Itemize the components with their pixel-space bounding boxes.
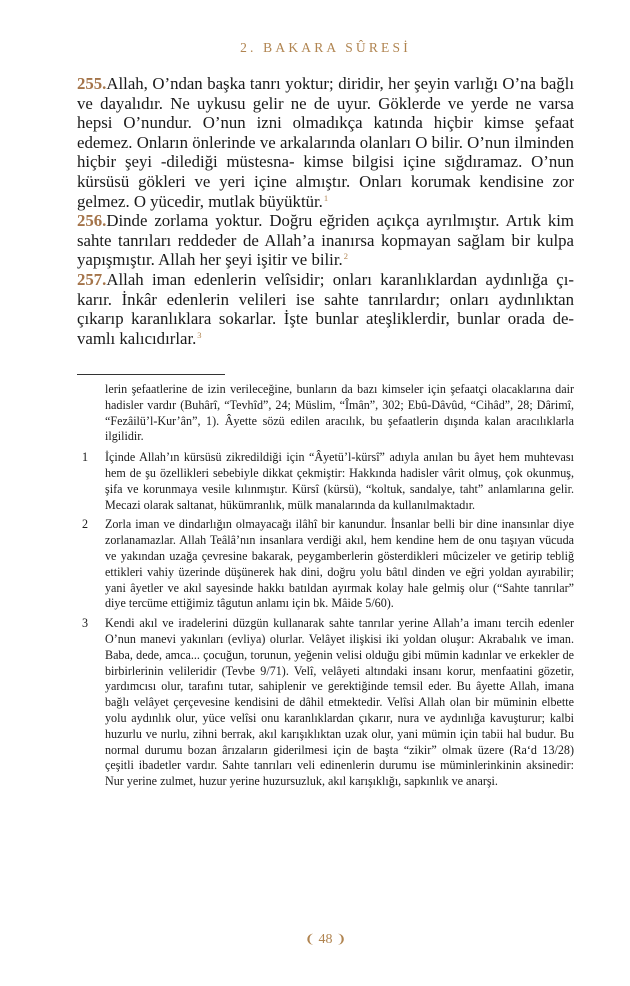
footnote-2 (77, 517, 574, 612)
footnote-ref[interactable]: 2 (343, 251, 348, 262)
verse-text: Allah, O’ndan başka tanrı yoktur; diridir, her şeyin varlığı O’na bağlı ve dayalıdır. Ne uykusu gelir ne de uyur. Göklerde ve yerde ne varsa hepsi O’nundur. O’nun izni olmadıkça katında hiçbir kimse şefaat edemez. Onların önlerinde ve arkalarında olanları O bilir. O’nun ilminden hiçbir şeyi -dilediği müstesna- kimse bilgisi içine sığdıramaz. O’nun kürsüsü gökleri ve yeri içine almıştır. Onları korumak kendisine zor gelmez. O yücedir, mutlak büyüktür. (77, 74, 574, 211)
footnote-3 (77, 616, 574, 790)
footnote-ref[interactable]: 1 (323, 192, 329, 203)
footnote-text: İçinde Allah’ın kürsüsü zikredildiği için “Âyetü’l-kürsî” adıyla anılan bu âyet hem muhtevası hem de şu özellikleri sebebiyle dikkat çekmiştir: Hakkında hadisler vârit olmuş, çok okunmuş, şifa ve korunmaya vesile kılınmıştır. Kürsî (kürsü), “koltuk, sandalye, taht” anlamlarına gelir. Mecazi olarak saltanat, hükümranlık, mülk manalarında da kullanılmaktadır. (105, 450, 574, 512)
page-number-value: 48 (318, 932, 333, 947)
footnote-text: Zorla iman ve dindarlığın olmayacağı ilâhî bir kanundur. İnsanlar belli bir dine inansınlar diye zorlanamazlar. Allah Teâlâ’nın insanlara verdiği akıl, hem kendine hem de onu taşıyan vücuda ve yakından uzağa çevresine bakarak, peygamberlerin gösterdikleri mûcizeler ve getirip tebliğ ettikleri vahiy üzerinde düşünerek hak dini, doğru yolu bâtıl dinden ve eğri yoldan ayırabilir; yani âyetler ve akıl sayesinde hakkı batıldan ayırmak kolay hale gelmiş olur (“Sahte tanrılar” diye tercüme ettiğimiz tâgutun anlamı için bk. Mâide 5/60). (105, 517, 574, 611)
verse-text: Dinde zorlama yoktur. Doğru eğriden açıkça ayrılmıştır. Artık kim sahte tanrıları reddeder de Allah’a inanırsa kopmayan sağlam bir kulpa yapışmıştır. Allah her şeyi işitir ve bilir. (77, 211, 574, 270)
verse-255 (77, 74, 574, 211)
verse-text: Allah iman edenlerin velîsidir; onları karanlıklardan aydınlığa çıkarır. İnkâr edenlerin velileri ise sahte tanrılardır; onları aydınlıktan çıkarıp karanlıklara sokarlar. İşte bunlar ateşliklerdir, bunlar orada devamlı kalıcıdırlar. (77, 269, 574, 348)
page-number (77, 932, 574, 948)
verse-number: 257. (77, 269, 107, 289)
footnote-continuation: lerin şefaatlerine de izin verileceğine, bunların da bazı kimseler için şefaatçi olacaklarına dair hadisler vardır (Buhârî, “Tevhîd”, 24; Müslim, “Îmân”, 302; Ebû-Dâvûd, “Cihâd”, 28; Dârimî, “Fezâilü’l-Kur’ân”, 1). Âyette sözü edilen aracılık, bu şefaatlerin dışında kalan aracılıklarla ilgilidir. (105, 382, 574, 444)
footnote-ref[interactable]: 3 (197, 329, 202, 340)
footnote-1 (77, 450, 574, 513)
footnote-number: 1 (82, 450, 89, 465)
verse-block (77, 74, 574, 348)
ornament-right-icon: ❩ (336, 932, 347, 946)
footnotes (77, 382, 574, 794)
ornament-left-icon: ❨ (304, 932, 315, 946)
verse-257 (77, 270, 574, 348)
verse-256 (77, 211, 574, 270)
footnote-text: Kendi akıl ve iradelerini düzgün kullanarak sahte tanrılar yerine Allah’a imanı tercih edenler O’nun manevi yakınları (evliya) olurlar. Velâyet ilişkisi iki yoldan oluşur: Akrabalık ve iman. Baba, dede, amca... çocuğun, torunun, yeğenin velisi olduğu gibi mümin kadınlar ve erkekler de birbirlerinin velileridir (Tevbe 9/71). Velî, velâyeti altındaki insanı korur, menfaatini gözetir, yardımcısı olur, tarafını tutar, sahiplenir ve gerektiğinde temsil eder. Bu âyette Allah, imana bağlı velâyet çerçevesine kendisini de dâhil etmektedir. Velîsi Allah olan bir müminin elbette yolu aydınlık olur, yüce velîsi onu karanlıklardan çıkarır, nura ve aydınlığa kavuşturur; kalbi huzurlu ve nurlu, zihni berrak, akıl karışıklıktan uzak olur, yani mümin için tabii hal budur. Bu normal durumu bozan ârızaların giderilmesi için de başta “zikir” olmak üzere (Ra‘d 13/28) çeşitli ibadetler vardır. Sahte tanrıları veli edinenlerin durumu ise müminlerinkinin aksinedir: Nur yerine zulmet, huzur yerine huzursuzluk, akıl karışıklığı, sapkınlık ve anarşi. (105, 616, 574, 789)
verse-number: 256. (77, 211, 107, 231)
footnote-divider (77, 374, 225, 375)
running-title: 2. BAKARA SÛRESİ (240, 40, 411, 55)
verse-number: 255. (77, 74, 107, 93)
footnote-number: 2 (82, 517, 89, 532)
footnote-number: 3 (82, 616, 89, 631)
